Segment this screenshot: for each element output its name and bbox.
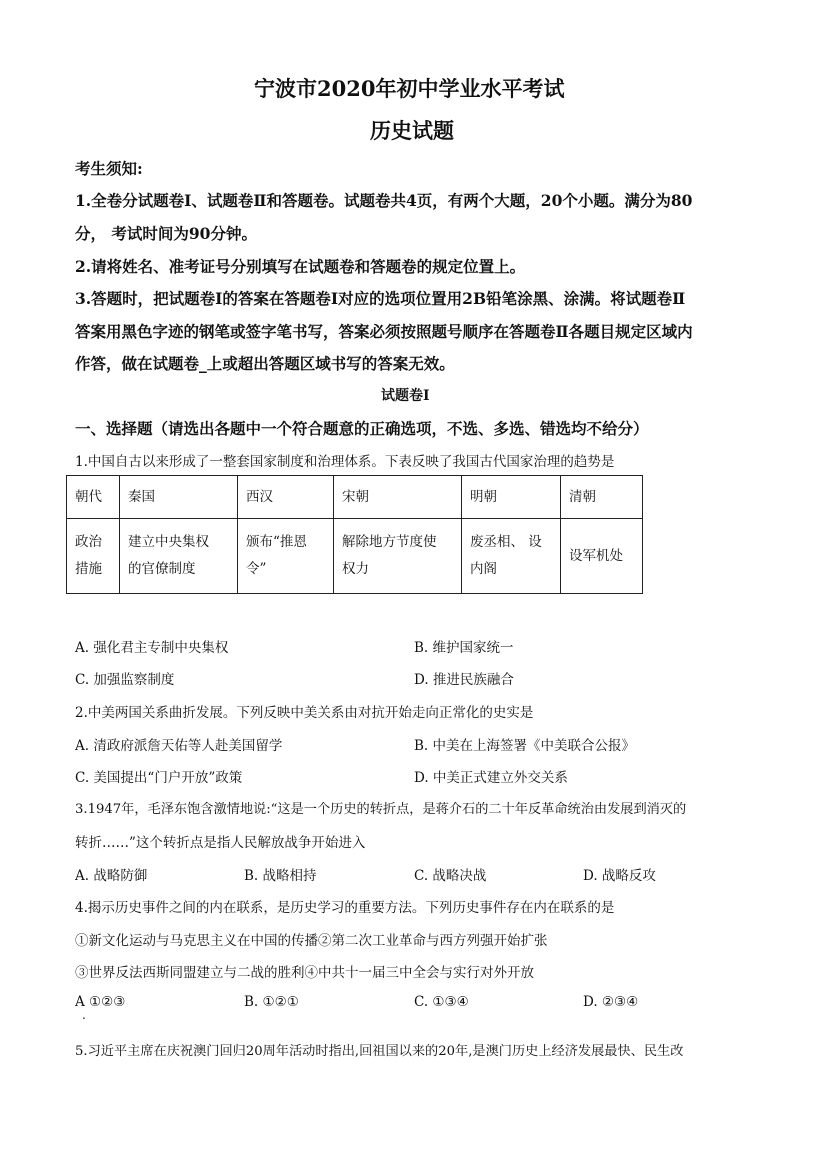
q2-option-c: C. 美国提出“门户开放”政策 (75, 770, 243, 786)
notice-line: 2.请将姓名、准考证号分别填写在试题卷和答题卷的规定位置上。 (75, 257, 526, 276)
table-header-row (67, 476, 643, 519)
q4-line2: ③世界反法西斯同盟建立与二战的胜利④中共十一届三中全会与实行对外开放 (75, 965, 534, 981)
section-title: 试题卷Ⅰ (381, 388, 430, 404)
table-cell: 设军机处 (561, 519, 643, 594)
notice-heading: 考生须知: (75, 159, 143, 178)
table-cell: 秦国 (120, 476, 238, 519)
notice-line: 作答，做在试题卷_上或超出答题区域书写的答案无效。 (75, 354, 455, 373)
table-cell: 政治 措施 (67, 519, 120, 594)
notice-line: 3.答题时，把试题卷Ⅰ的答案在答题卷Ⅰ对应的选项位置用2B铅笔涂黑、涂满。将试题卷Ⅱ (75, 289, 686, 308)
table-row (67, 519, 643, 594)
table-cell: 清朝 (561, 476, 643, 519)
table-cell: 朝代 (67, 476, 120, 519)
q4-line1: ①新文化运动与马克思主义在中国的传播②第二次工业革命与西方列强开始扩张 (75, 933, 548, 949)
q4-stem: 4.揭示历史事件之间的内在联系，是历史学习的重要方法。下列历史事件存在内在联系的是 (75, 900, 615, 916)
q2-option-a: A. 清政府派詹天佑等人赴美国留学 (75, 738, 283, 754)
q5-stem: 5.习近平主席在庆祝澳门回归20周年活动时指出,回祖国以来的20年,是澳门历史上经济发展最快、民生改 (75, 1044, 684, 1059)
q4-option-c: C. ①③④ (414, 994, 469, 1010)
table-cell: 颁布“推恩 令” (238, 519, 334, 594)
q1-option-a: A. 强化君主专制中央集权 (75, 640, 229, 656)
q2-option-d: D. 中美正式建立外交关系 (414, 770, 568, 786)
notice-line: 分， 考试时间为90分钟。 (75, 224, 257, 243)
q4-option-a: A ①②③ (75, 994, 126, 1010)
q1-option-b: B. 维护国家统一 (414, 640, 514, 656)
part1-heading: 一、选择题（请选出各题中一个符合题意的正确选项，不选、多选、错选均不给分） (75, 419, 649, 438)
table-cell: 明朝 (462, 476, 561, 519)
q3-stem-line1: 3.1947年，毛泽东饱含激情地说:“这是一个历史的转折点，是蒋介石的二十年反革命统治由发展到消灭的 (75, 802, 687, 817)
table-cell: 建立中央集权 的官僚制度 (120, 519, 238, 594)
q1-stem: 1.中国自古以来形成了一整套国家制度和治理体系。下表反映了我国古代国家治理的趋势是 (75, 454, 615, 470)
q1-option-d: D. 推进民族融合 (414, 672, 514, 688)
table-cell: 西汉 (238, 476, 334, 519)
q4-option-b: B. ①②① (244, 994, 299, 1010)
q1-option-c: C. 加强监察制度 (75, 672, 175, 688)
table-cell: 废丞相、 设 内阁 (462, 519, 561, 594)
notice-line: 答案用黑色字迹的钢笔或签字笔书写，答案必须按照题号顺序在答题卷Ⅱ各题目规定区域内 (75, 322, 693, 341)
table-cell: 解除地方节度使 权力 (334, 519, 462, 594)
page-subtitle: 历史试题 (370, 118, 454, 143)
q3-option-c: C. 战略决战 (414, 868, 487, 884)
stray-dot: . (82, 1008, 86, 1022)
q3-option-a: A. 战略防御 (75, 868, 148, 884)
q3-option-b: B. 战略相持 (244, 868, 317, 884)
q3-option-d: D. 战略反攻 (583, 868, 656, 884)
q1-table (66, 475, 643, 594)
q2-option-b: B. 中美在上海签署《中美联合公报》 (414, 738, 636, 754)
table-cell: 宋朝 (334, 476, 462, 519)
q3-stem-line2: 转折……”这个转折点是指人民解放战争开始进入 (75, 835, 366, 851)
q2-stem: 2.中美两国关系曲折发展。下列反映中美关系由对抗开始走向正常化的史实是 (75, 705, 534, 721)
q4-option-d: D. ②③④ (583, 994, 639, 1010)
page-title: 宁波市2020年初中学业水平考试 (254, 76, 565, 101)
notice-line: 1.全卷分试题卷Ⅰ、试题卷Ⅱ和答题卷。试题卷共4页，有两个大题，20个小题。满分为80 (75, 191, 693, 210)
